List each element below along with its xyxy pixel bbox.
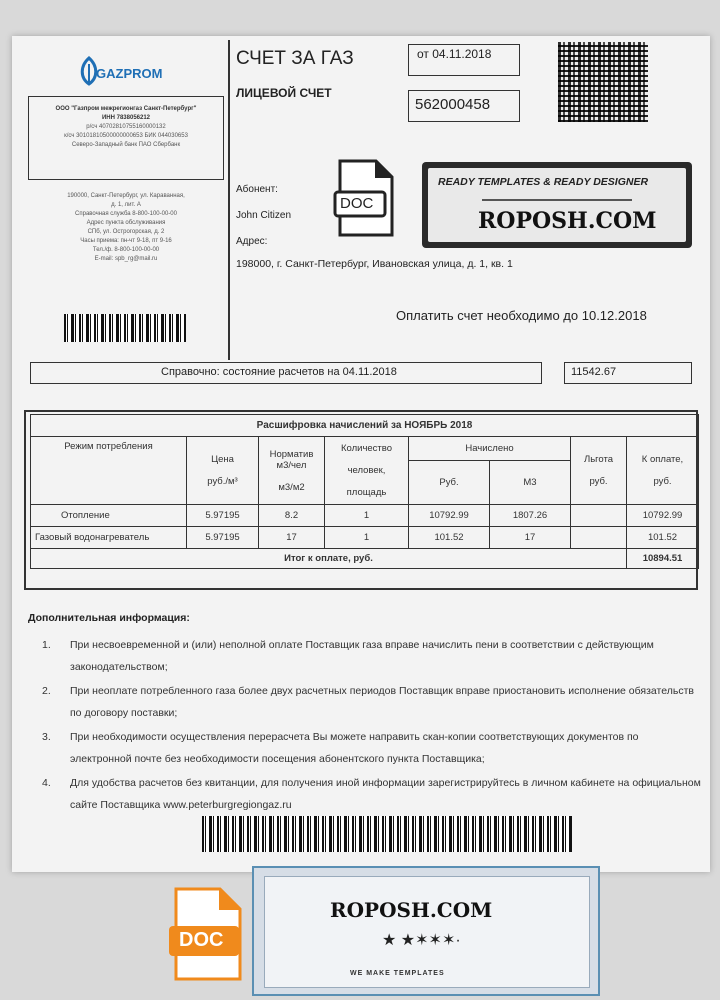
total-value: 10894.51 xyxy=(627,549,699,569)
table-row: Отопление 5.97195 8.2 1 10792.99 1807.26 10792.99 xyxy=(31,505,699,527)
bill-date: от 04.11.2018 xyxy=(417,47,492,61)
reference-box xyxy=(30,362,542,384)
col-qty: Количество человек, площадь xyxy=(325,437,409,505)
info-list xyxy=(42,634,702,816)
total-label: Итог к оплате, руб. xyxy=(31,549,627,569)
subscriber-name: John Citizen xyxy=(236,210,292,221)
banner-divider xyxy=(482,199,632,201)
due-date-text: Оплатить счет необходимо до 10.12.2018 xyxy=(396,308,647,323)
address-line: Часы приема: пн-чт 9-18, пт 9-16 xyxy=(80,238,172,244)
col-mode: Режим потребления xyxy=(31,437,187,505)
info-item: 1. При несвоевременной и (или) неполной оплате Поставщик газа вправе начислить пени в соответствии с действующим законодательством; xyxy=(42,639,654,673)
account-label: ЛИЦЕВОЙ СЧЕТ xyxy=(236,86,332,100)
supplier-line-2: ИНН 7838056212 xyxy=(101,115,150,121)
table-row: Газовый водонагреватель 5.97195 17 1 101.52 17 101.52 xyxy=(31,527,699,549)
column-divider xyxy=(228,40,230,360)
bill-title: СЧЕТ ЗА ГАЗ xyxy=(236,48,354,69)
address-line: 190000, Санкт-Петербург, ул. Караванная, xyxy=(67,193,185,199)
account-box xyxy=(408,90,520,122)
doc-file-icon xyxy=(332,158,396,238)
info-title: Дополнительная информация: xyxy=(28,612,190,624)
subscriber-address: 198000, г. Санкт-Петербург, Ивановская улица, д. 1, кв. 1 xyxy=(236,258,513,270)
address-line: Тел./ф. 8-800-100-00-00 xyxy=(92,247,160,253)
address-line: Адрес пункта обслуживания xyxy=(86,220,166,226)
card-sub-text: WE MAKE TEMPLATES xyxy=(350,970,445,977)
charges-table xyxy=(30,414,699,569)
watermark-banner xyxy=(422,162,692,248)
table-title: Расшифровка начислений за НОЯБРЬ 2018 xyxy=(31,415,699,437)
col-benefit: Льгота руб. xyxy=(571,437,627,505)
supplier-line-1: ООО "Газпром межрегионгаз Санкт-Петербург" xyxy=(55,106,197,112)
address-line: СПб, ул. Острогорская, д. 2 xyxy=(87,229,165,235)
supplier-line-4: к/сч 30101810500000000653 БИК 044030653 xyxy=(64,133,188,139)
col-norm: Норматив м3/чел м3/м2 xyxy=(259,437,325,505)
doc-label: DOC xyxy=(340,195,374,212)
banner-top-text: READY TEMPLATES & READY DESIGNER xyxy=(438,176,649,188)
col-price: Цена руб./м³ xyxy=(187,437,259,505)
col-charged: Начислено xyxy=(409,437,571,461)
card-stars: ★ ★✶✶✶· xyxy=(382,932,461,949)
col-topay: К оплате, руб. xyxy=(627,437,699,505)
supplier-line-5: Северо-Западный банк ПАО Сбербанк xyxy=(71,142,181,148)
reference-value: 11542.67 xyxy=(571,366,617,378)
supplier-address xyxy=(28,192,224,264)
total-row xyxy=(31,549,699,569)
left-barcode xyxy=(64,314,186,342)
supplier-line-3: р/сч 40702810755160000132 xyxy=(86,124,166,130)
doc-file-icon-orange xyxy=(166,886,246,982)
col-rub: Руб. xyxy=(409,461,490,505)
bill-page xyxy=(12,36,710,872)
card-main-text: ROPOSH.COM xyxy=(330,898,493,922)
logo-text: GAZPROM xyxy=(96,66,163,81)
reference-value-box xyxy=(564,362,692,384)
account-number: 562000458 xyxy=(415,96,491,113)
col-m3: М3 xyxy=(490,461,571,505)
info-item: 4. Для удобства расчетов без квитанции, для получения иной информации зарегистрируйтесь в личном кабинете на официальном сайте Поставщика www.peterburgregiongaz.ru xyxy=(42,777,701,811)
reference-label: Справочно: состояние расчетов на 04.11.2018 xyxy=(161,366,397,378)
address-line: E-mail: spb_rg@mail.ru xyxy=(94,256,158,262)
doc-label-orange: DOC xyxy=(179,929,224,951)
subscriber-label: Абонент: xyxy=(236,184,278,195)
banner-main-text: ROPOSH.COM xyxy=(478,208,657,234)
qr-code xyxy=(558,42,648,122)
bottom-barcode xyxy=(202,816,572,852)
address-line: д. 1, лит. А xyxy=(111,202,141,208)
date-box xyxy=(408,44,520,76)
info-item: 3. При необходимости осуществления перерасчета Вы можете направить скан-копии соответствующих документов по электронной почте без необходимости посещения абонентского пункта Поставщика; xyxy=(42,731,639,765)
watermark-card xyxy=(252,866,600,996)
address-label: Адрес: xyxy=(236,236,268,247)
address-line: Справочная служба 8-800-100-00-00 xyxy=(75,211,177,217)
supplier-bank-box xyxy=(28,96,224,180)
gazprom-logo xyxy=(76,54,186,88)
info-item: 2. При неоплате потребленного газа более двух расчетных периодов Поставщик вправе приостановить исполнение обязательств по договору поставки; xyxy=(42,685,694,719)
